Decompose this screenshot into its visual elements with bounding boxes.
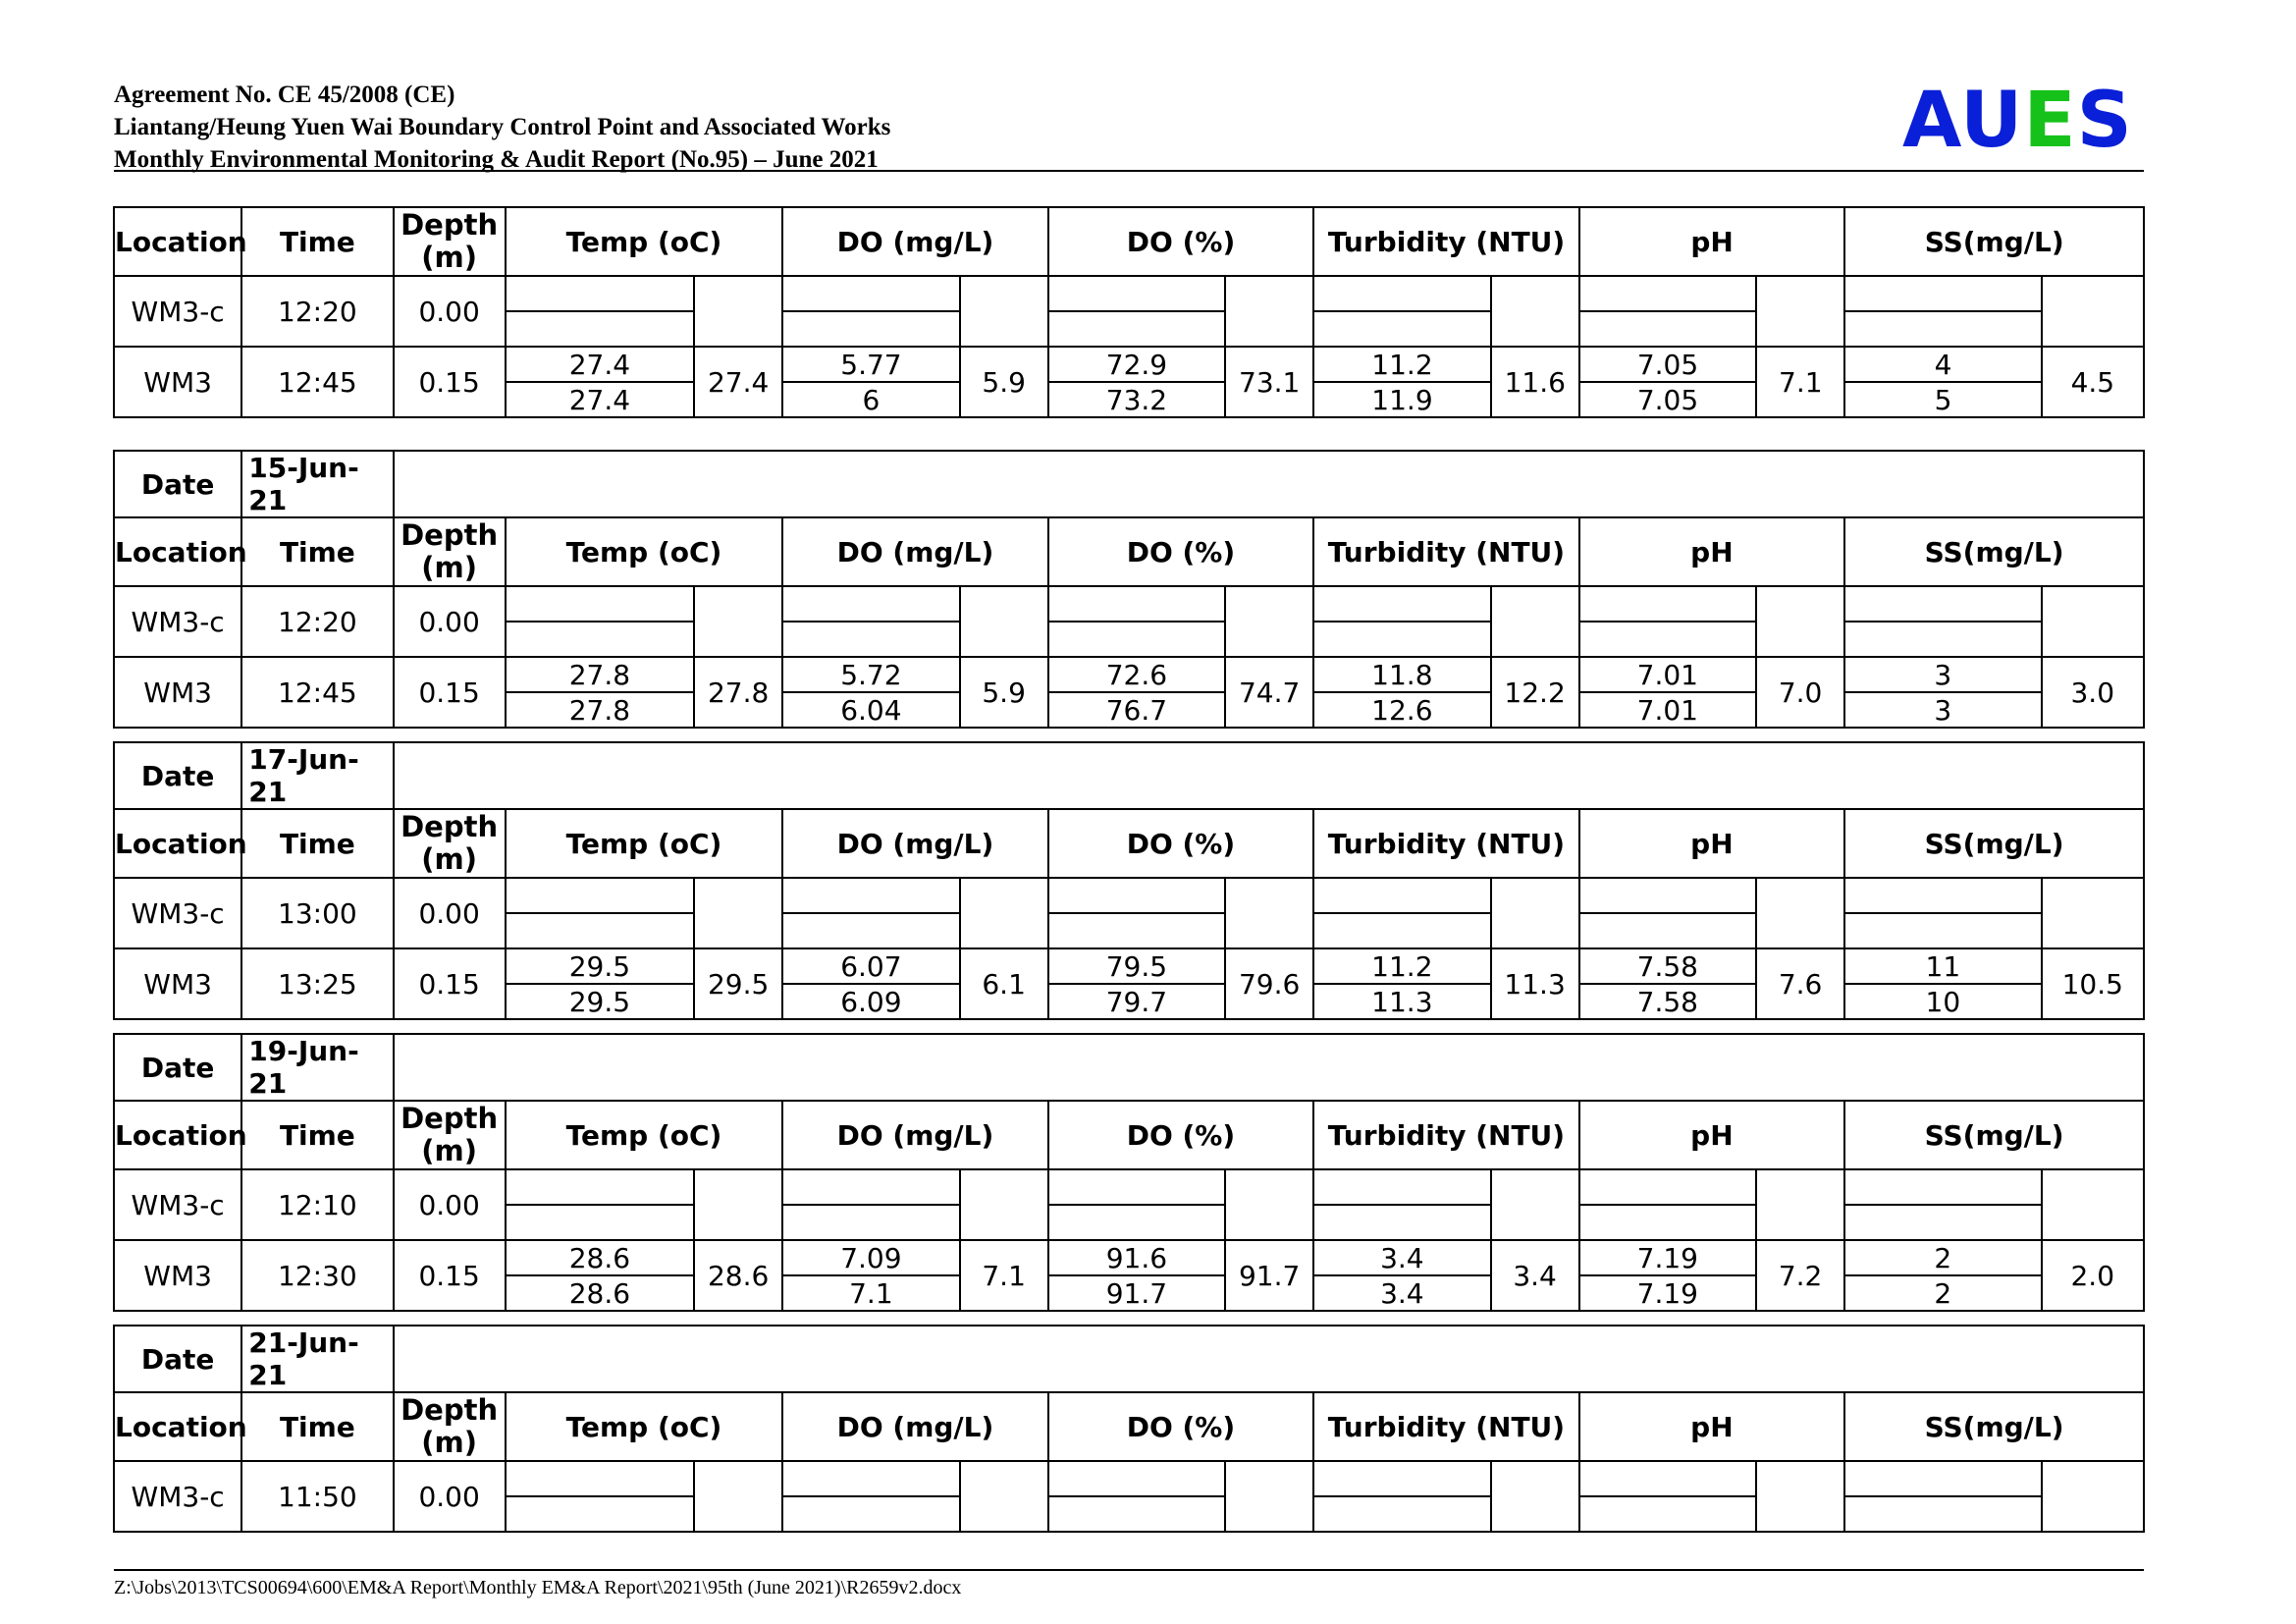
location-cell: WM3-c xyxy=(114,1169,241,1240)
do-pct-reading-2: 79.7 xyxy=(1048,984,1225,1019)
header-do-mg: DO (mg/L) xyxy=(782,207,1048,276)
ph-average: 7.2 xyxy=(1756,1240,1844,1311)
do-mg-reading-1: 6.07 xyxy=(782,948,959,984)
do-mg-reading-2: 6.04 xyxy=(782,692,959,728)
temp-reading-1 xyxy=(506,586,694,622)
date-value: 19-Jun-21 xyxy=(241,1034,393,1101)
ph-reading-1: 7.58 xyxy=(1579,948,1756,984)
turbidity-average xyxy=(1491,1169,1579,1240)
temp-reading-1: 27.8 xyxy=(506,657,694,692)
do-mg-reading-2: 6.09 xyxy=(782,984,959,1019)
date-row xyxy=(114,1326,2144,1392)
turbidity-average: 12.2 xyxy=(1491,657,1579,728)
header-location: Location xyxy=(114,207,241,276)
header-time: Time xyxy=(241,207,393,276)
ph-reading-2 xyxy=(1579,622,1756,657)
header-do-mg: DO (mg/L) xyxy=(782,1392,1047,1461)
temp-reading-1: 27.4 xyxy=(506,347,694,382)
project-title: Liantang/Heung Yuen Wai Boundary Control Point and Associated Works xyxy=(114,114,891,140)
table-row xyxy=(114,657,2144,692)
turbidity-reading-2 xyxy=(1313,913,1490,948)
header-time: Time xyxy=(241,1392,393,1461)
time-cell: 12:10 xyxy=(241,1169,393,1240)
header-depth: Depth (m) xyxy=(394,207,506,276)
time-cell: 12:20 xyxy=(241,586,393,657)
temp-reading-2 xyxy=(506,913,694,948)
ph-reading-2: 7.01 xyxy=(1579,692,1756,728)
header-turbidity: Turbidity (NTU) xyxy=(1313,207,1579,276)
location-cell: WM3-c xyxy=(114,1461,241,1532)
ss-reading-1: 11 xyxy=(1844,948,2041,984)
ph-reading-1: 7.01 xyxy=(1579,657,1756,692)
header-do-pct: DO (%) xyxy=(1048,809,1313,878)
header-do-pct: DO (%) xyxy=(1048,207,1314,276)
temp-average xyxy=(694,586,782,657)
time-cell: 12:20 xyxy=(241,276,393,347)
header-ph: pH xyxy=(1579,517,1844,586)
turbidity-reading-2 xyxy=(1313,622,1490,657)
date-row xyxy=(114,742,2144,809)
do-mg-reading-2 xyxy=(782,622,959,657)
depth-cell: 0.15 xyxy=(394,1240,506,1311)
do-pct-reading-1 xyxy=(1048,586,1225,622)
do-mg-reading-1 xyxy=(782,276,959,311)
do-pct-reading-1 xyxy=(1048,1461,1225,1496)
do-pct-reading-2: 91.7 xyxy=(1048,1275,1225,1311)
table-row xyxy=(114,1461,2144,1496)
do-pct-average: 73.1 xyxy=(1225,347,1313,417)
ss-reading-2 xyxy=(1844,913,2041,948)
header-depth: Depth (m) xyxy=(394,1101,506,1169)
turbidity-reading-2 xyxy=(1313,1496,1490,1532)
ph-reading-1 xyxy=(1579,276,1756,311)
ph-average xyxy=(1756,1169,1844,1240)
time-cell: 13:00 xyxy=(241,878,393,948)
turbidity-average: 11.3 xyxy=(1491,948,1579,1019)
table-row xyxy=(114,878,2144,913)
turbidity-reading-2: 12.6 xyxy=(1313,692,1490,728)
do-pct-reading-1: 72.9 xyxy=(1048,347,1225,382)
do-mg-average xyxy=(960,1169,1048,1240)
ss-reading-2 xyxy=(1844,622,2041,657)
temp-average: 28.6 xyxy=(694,1240,782,1311)
turbidity-average: 11.6 xyxy=(1491,347,1579,417)
header-location: Location xyxy=(114,1392,241,1461)
date-row xyxy=(114,451,2144,517)
temp-reading-2 xyxy=(506,1205,694,1240)
temp-reading-2: 29.5 xyxy=(506,984,694,1019)
depth-cell: 0.15 xyxy=(394,948,506,1019)
date-label: Date xyxy=(114,1326,241,1392)
temp-average: 27.4 xyxy=(694,347,782,417)
do-mg-reading-1 xyxy=(782,586,959,622)
ph-average: 7.6 xyxy=(1756,948,1844,1019)
turbidity-reading-1 xyxy=(1313,276,1490,311)
ph-reading-2: 7.05 xyxy=(1579,382,1756,417)
date-value: 17-Jun-21 xyxy=(241,742,393,809)
turbidity-reading-2 xyxy=(1313,1205,1490,1240)
depth-cell: 0.00 xyxy=(394,1169,506,1240)
do-mg-average: 7.1 xyxy=(960,1240,1048,1311)
header-do-mg: DO (mg/L) xyxy=(782,809,1047,878)
turbidity-reading-1 xyxy=(1313,878,1490,913)
do-mg-reading-1 xyxy=(782,1169,959,1205)
do-pct-reading-1 xyxy=(1048,276,1225,311)
ph-average xyxy=(1756,878,1844,948)
ss-reading-2: 3 xyxy=(1844,692,2041,728)
monitoring-table xyxy=(113,450,2145,729)
do-mg-average xyxy=(960,878,1048,948)
time-cell: 13:25 xyxy=(241,948,393,1019)
temp-reading-1: 28.6 xyxy=(506,1240,694,1275)
do-mg-average: 5.9 xyxy=(960,347,1048,417)
temp-reading-2: 27.8 xyxy=(506,692,694,728)
do-pct-reading-1 xyxy=(1048,1169,1225,1205)
ss-reading-2 xyxy=(1844,311,2041,347)
turbidity-reading-2: 11.9 xyxy=(1313,382,1490,417)
header-do-pct: DO (%) xyxy=(1048,1392,1313,1461)
location-cell: WM3 xyxy=(114,1240,241,1311)
do-mg-reading-2 xyxy=(782,913,959,948)
turbidity-average: 3.4 xyxy=(1491,1240,1579,1311)
time-cell: 11:50 xyxy=(241,1461,393,1532)
temp-reading-1 xyxy=(506,1169,694,1205)
turbidity-average xyxy=(1491,586,1579,657)
do-pct-reading-1: 72.6 xyxy=(1048,657,1225,692)
header-location: Location xyxy=(114,809,241,878)
do-mg-average: 5.9 xyxy=(960,657,1048,728)
ph-reading-1 xyxy=(1579,878,1756,913)
header-divider xyxy=(114,170,2144,172)
do-mg-reading-2: 6 xyxy=(782,382,959,417)
location-cell: WM3 xyxy=(114,948,241,1019)
header-do-pct: DO (%) xyxy=(1048,1101,1313,1169)
date-value: 15-Jun-21 xyxy=(241,451,393,517)
header-ss: SS(mg/L) xyxy=(1844,1392,2144,1461)
do-pct-reading-1: 79.5 xyxy=(1048,948,1225,984)
ph-reading-1 xyxy=(1579,586,1756,622)
header-do-mg: DO (mg/L) xyxy=(782,517,1047,586)
do-mg-reading-1 xyxy=(782,878,959,913)
turbidity-reading-1 xyxy=(1313,586,1490,622)
do-pct-reading-2 xyxy=(1048,311,1225,347)
do-pct-average xyxy=(1225,878,1313,948)
ss-average: 4.5 xyxy=(2042,347,2144,417)
temp-reading-2 xyxy=(506,311,694,347)
depth-cell: 0.00 xyxy=(394,878,506,948)
monitoring-table xyxy=(113,1325,2145,1533)
ph-reading-1 xyxy=(1579,1461,1756,1496)
turbidity-reading-1: 11.8 xyxy=(1313,657,1490,692)
do-pct-reading-2 xyxy=(1048,1205,1225,1240)
ss-average xyxy=(2042,1169,2144,1240)
date-label: Date xyxy=(114,1034,241,1101)
temp-reading-1 xyxy=(506,276,694,311)
do-mg-average: 6.1 xyxy=(960,948,1048,1019)
do-mg-reading-1 xyxy=(782,1461,959,1496)
ss-average xyxy=(2042,878,2144,948)
header-depth: Depth (m) xyxy=(394,517,506,586)
ss-reading-1 xyxy=(1844,586,2041,622)
logo-part-au: AU xyxy=(1902,77,2024,165)
temp-reading-2: 28.6 xyxy=(506,1275,694,1311)
table-row xyxy=(114,347,2144,382)
header-temp: Temp (oC) xyxy=(506,1101,783,1169)
turbidity-reading-1 xyxy=(1313,1461,1490,1496)
date-row-blank xyxy=(394,1326,2144,1392)
ss-reading-2: 2 xyxy=(1844,1275,2041,1311)
location-cell: WM3 xyxy=(114,347,241,417)
table-row xyxy=(114,276,2144,311)
monitoring-table xyxy=(113,206,2145,418)
header-temp: Temp (oC) xyxy=(506,517,783,586)
header-ss: SS(mg/L) xyxy=(1844,207,2144,276)
header-ss: SS(mg/L) xyxy=(1844,1101,2144,1169)
do-pct-average xyxy=(1225,276,1313,347)
ss-average: 3.0 xyxy=(2042,657,2144,728)
do-mg-reading-2 xyxy=(782,1205,959,1240)
ss-reading-1: 2 xyxy=(1844,1240,2041,1275)
table-row xyxy=(114,948,2144,984)
ph-reading-2 xyxy=(1579,1496,1756,1532)
header-time: Time xyxy=(241,517,393,586)
depth-cell: 0.00 xyxy=(394,1461,506,1532)
do-pct-average: 79.6 xyxy=(1225,948,1313,1019)
temp-average xyxy=(694,1461,782,1532)
turbidity-reading-2 xyxy=(1313,311,1490,347)
turbidity-reading-2: 3.4 xyxy=(1313,1275,1490,1311)
aues-logo xyxy=(1902,77,2133,165)
ph-average xyxy=(1756,586,1844,657)
location-cell: WM3-c xyxy=(114,586,241,657)
do-mg-reading-1: 7.09 xyxy=(782,1240,959,1275)
do-mg-average xyxy=(960,276,1048,347)
header-turbidity: Turbidity (NTU) xyxy=(1313,1392,1578,1461)
ph-average xyxy=(1756,276,1844,347)
ph-average xyxy=(1756,1461,1844,1532)
do-pct-reading-2 xyxy=(1048,913,1225,948)
do-pct-average xyxy=(1225,586,1313,657)
turbidity-average xyxy=(1491,1461,1579,1532)
ph-average: 7.1 xyxy=(1756,347,1844,417)
ph-reading-2 xyxy=(1579,1205,1756,1240)
do-pct-average xyxy=(1225,1461,1313,1532)
header-turbidity: Turbidity (NTU) xyxy=(1313,517,1578,586)
header-depth: Depth (m) xyxy=(394,1392,506,1461)
do-mg-average xyxy=(960,1461,1048,1532)
ph-reading-2 xyxy=(1579,913,1756,948)
time-cell: 12:30 xyxy=(241,1240,393,1311)
turbidity-reading-1: 3.4 xyxy=(1313,1240,1490,1275)
do-pct-reading-1 xyxy=(1048,878,1225,913)
temp-reading-2: 27.4 xyxy=(506,382,694,417)
temp-reading-1 xyxy=(506,1461,694,1496)
ss-average xyxy=(2042,1461,2144,1532)
monitoring-table xyxy=(113,741,2145,1020)
ph-reading-1: 7.05 xyxy=(1579,347,1756,382)
ss-reading-2 xyxy=(1844,1205,2041,1240)
table-row xyxy=(114,1240,2144,1275)
date-value: 21-Jun-21 xyxy=(241,1326,393,1392)
header-time: Time xyxy=(241,1101,393,1169)
ph-reading-2: 7.19 xyxy=(1579,1275,1756,1311)
header-ph: pH xyxy=(1579,1392,1844,1461)
temp-reading-1 xyxy=(506,878,694,913)
header-do-pct: DO (%) xyxy=(1048,517,1313,586)
ss-reading-2: 5 xyxy=(1844,382,2041,417)
header-temp: Temp (oC) xyxy=(506,809,783,878)
turbidity-reading-1 xyxy=(1313,1169,1490,1205)
header-ph: pH xyxy=(1579,1101,1844,1169)
column-header-row xyxy=(114,809,2144,878)
header-ss: SS(mg/L) xyxy=(1844,517,2144,586)
date-label: Date xyxy=(114,742,241,809)
do-mg-reading-2 xyxy=(782,311,959,347)
do-pct-reading-2 xyxy=(1048,1496,1225,1532)
date-row-blank xyxy=(394,451,2144,517)
do-pct-reading-2: 76.7 xyxy=(1048,692,1225,728)
temp-average: 29.5 xyxy=(694,948,782,1019)
table-row xyxy=(114,1169,2144,1205)
turbidity-reading-2: 11.3 xyxy=(1313,984,1490,1019)
column-header-row xyxy=(114,517,2144,586)
column-header-row xyxy=(114,207,2144,276)
header-do-mg: DO (mg/L) xyxy=(782,1101,1047,1169)
header-turbidity: Turbidity (NTU) xyxy=(1313,1101,1578,1169)
depth-cell: 0.00 xyxy=(394,586,506,657)
ph-average: 7.0 xyxy=(1756,657,1844,728)
do-mg-reading-2 xyxy=(782,1496,959,1532)
turbidity-average xyxy=(1491,878,1579,948)
turbidity-average xyxy=(1491,276,1579,347)
ss-reading-1 xyxy=(1844,276,2041,311)
ss-reading-1 xyxy=(1844,1169,2041,1205)
ss-reading-1: 3 xyxy=(1844,657,2041,692)
do-pct-average: 91.7 xyxy=(1225,1240,1313,1311)
temp-average xyxy=(694,878,782,948)
header-depth: Depth (m) xyxy=(394,809,506,878)
location-cell: WM3-c xyxy=(114,878,241,948)
ph-reading-2: 7.58 xyxy=(1579,984,1756,1019)
date-row-blank xyxy=(394,1034,2144,1101)
do-mg-reading-2: 7.1 xyxy=(782,1275,959,1311)
do-pct-reading-2 xyxy=(1048,622,1225,657)
date-label: Date xyxy=(114,451,241,517)
header-location: Location xyxy=(114,1101,241,1169)
monitoring-table xyxy=(113,1033,2145,1312)
header-temp: Temp (oC) xyxy=(506,207,783,276)
ss-average: 10.5 xyxy=(2042,948,2144,1019)
ph-reading-1 xyxy=(1579,1169,1756,1205)
file-path-footer: Z:\Jobs\2013\TCS00694\600\EM&A Report\Monthly EM&A Report\2021\95th (June 2021)\R2659v2.docx xyxy=(114,1577,962,1598)
ph-reading-2 xyxy=(1579,311,1756,347)
do-pct-average xyxy=(1225,1169,1313,1240)
report-header xyxy=(114,79,2136,176)
header-location: Location xyxy=(114,517,241,586)
do-pct-reading-1: 91.6 xyxy=(1048,1240,1225,1275)
do-mg-reading-1: 5.72 xyxy=(782,657,959,692)
temp-average xyxy=(694,276,782,347)
time-cell: 12:45 xyxy=(241,657,393,728)
header-temp: Temp (oC) xyxy=(506,1392,783,1461)
ss-average: 2.0 xyxy=(2042,1240,2144,1311)
temp-reading-2 xyxy=(506,1496,694,1532)
header-time: Time xyxy=(241,809,393,878)
header-ss: SS(mg/L) xyxy=(1844,809,2144,878)
depth-cell: 0.15 xyxy=(394,347,506,417)
depth-cell: 0.00 xyxy=(394,276,506,347)
column-header-row xyxy=(114,1392,2144,1461)
temp-reading-1: 29.5 xyxy=(506,948,694,984)
do-pct-average: 74.7 xyxy=(1225,657,1313,728)
temp-average: 27.8 xyxy=(694,657,782,728)
column-header-row xyxy=(114,1101,2144,1169)
logo-part-s: S xyxy=(2076,77,2133,165)
logo-part-e: E xyxy=(2023,77,2077,165)
ph-reading-1: 7.19 xyxy=(1579,1240,1756,1275)
turbidity-reading-1: 11.2 xyxy=(1313,347,1490,382)
temp-reading-2 xyxy=(506,622,694,657)
location-cell: WM3-c xyxy=(114,276,241,347)
location-cell: WM3 xyxy=(114,657,241,728)
date-row-blank xyxy=(394,742,2144,809)
date-row xyxy=(114,1034,2144,1101)
turbidity-reading-1: 11.2 xyxy=(1313,948,1490,984)
header-turbidity: Turbidity (NTU) xyxy=(1313,809,1578,878)
header-ph: pH xyxy=(1579,207,1845,276)
depth-cell: 0.15 xyxy=(394,657,506,728)
ss-reading-2 xyxy=(1844,1496,2041,1532)
ss-reading-1: 4 xyxy=(1844,347,2041,382)
ss-average xyxy=(2042,586,2144,657)
report-title: Monthly Environmental Monitoring & Audit Report (No.95) – June 2021 xyxy=(114,146,879,173)
ss-reading-2: 10 xyxy=(1844,984,2041,1019)
ss-average xyxy=(2042,276,2144,347)
agreement-number: Agreement No. CE 45/2008 (CE) xyxy=(114,81,455,108)
do-pct-reading-2: 73.2 xyxy=(1048,382,1225,417)
temp-average xyxy=(694,1169,782,1240)
header-ph: pH xyxy=(1579,809,1844,878)
do-mg-reading-1: 5.77 xyxy=(782,347,959,382)
ss-reading-1 xyxy=(1844,1461,2041,1496)
time-cell: 12:45 xyxy=(241,347,393,417)
ss-reading-1 xyxy=(1844,878,2041,913)
table-row xyxy=(114,586,2144,622)
footer-divider xyxy=(114,1569,2144,1571)
do-mg-average xyxy=(960,586,1048,657)
